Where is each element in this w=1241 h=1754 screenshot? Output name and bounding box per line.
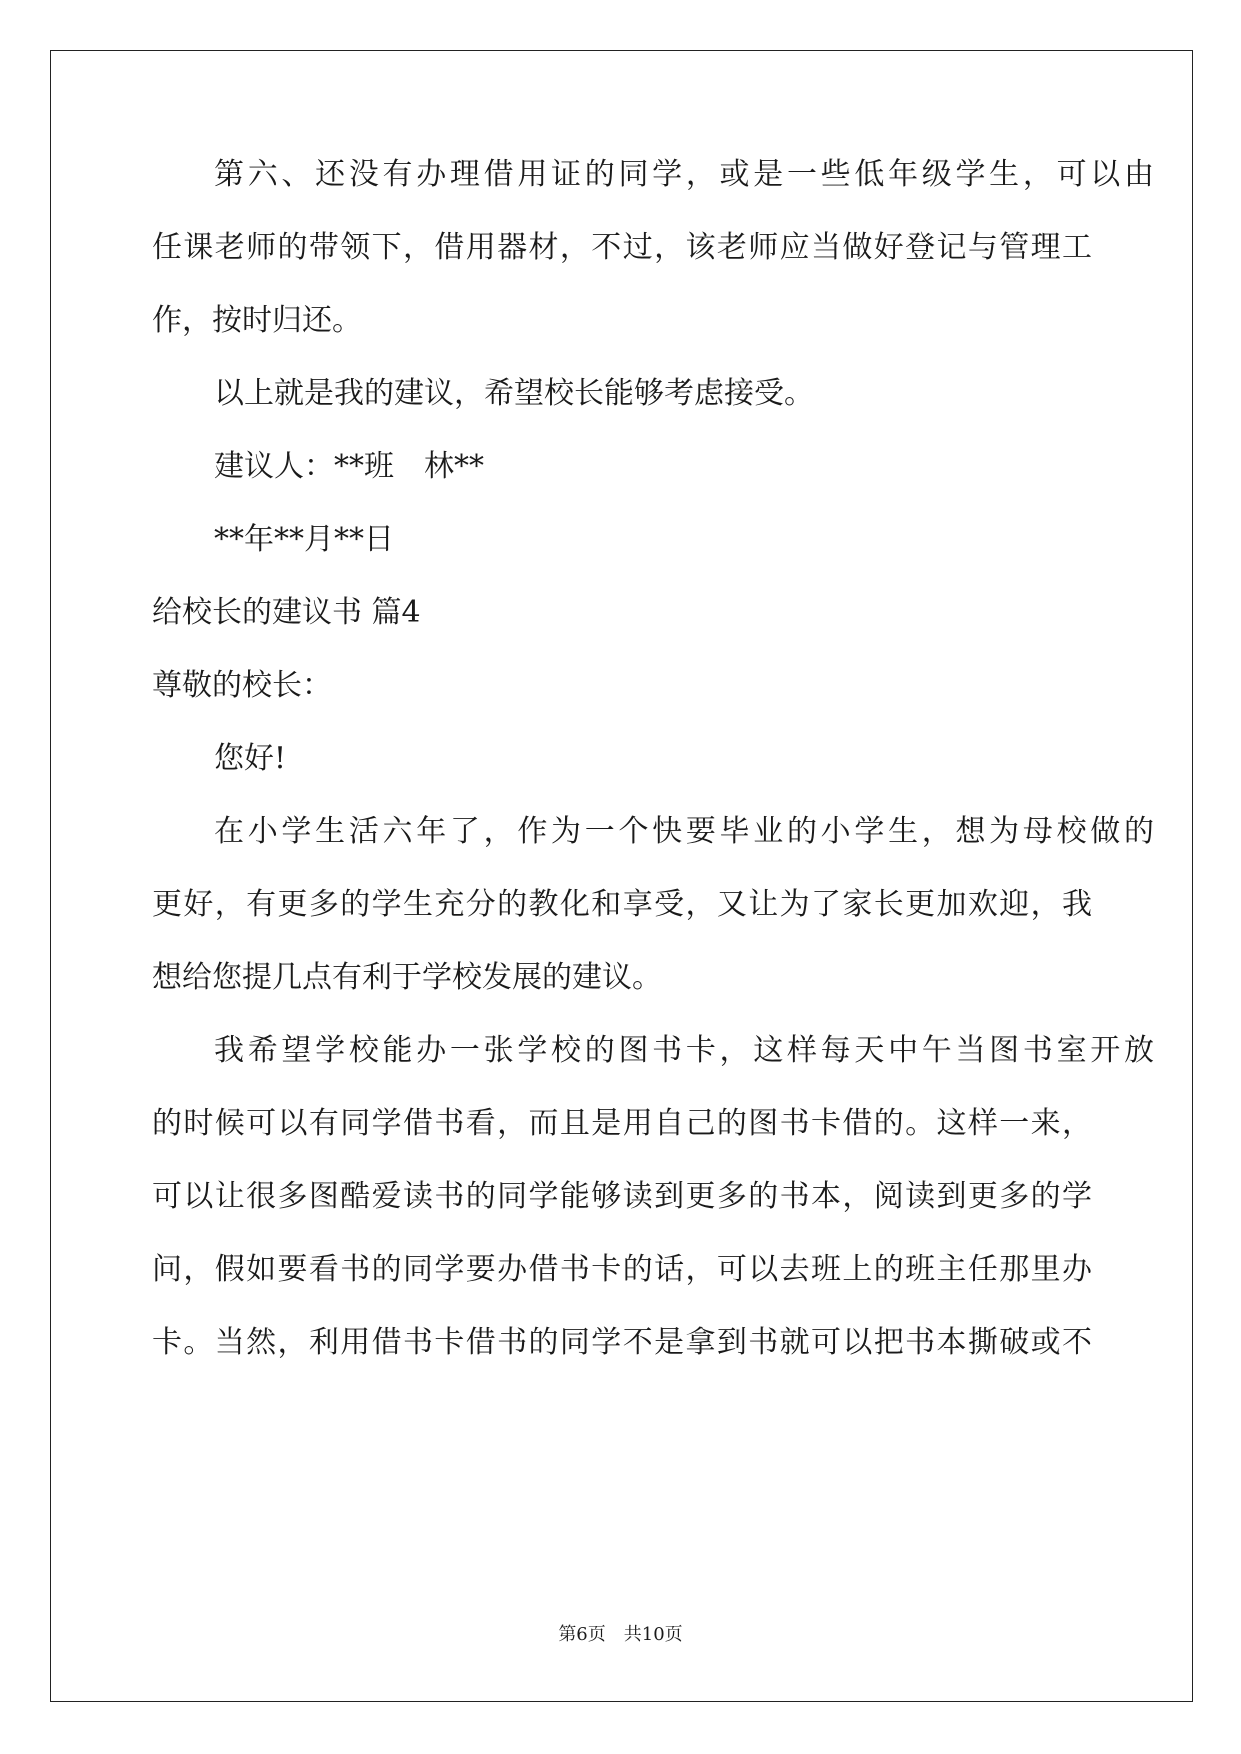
text-line: 可以让很多图酷爱读书的同学能够读到更多的书本，阅读到更多的学 bbox=[152, 1179, 1092, 1214]
date-line: **年**月**日 bbox=[214, 522, 394, 557]
signature-line: 建议人：**班 林** bbox=[214, 449, 484, 484]
text-line: 更好，有更多的学生充分的教化和享受，又让为了家长更加欢迎，我 bbox=[152, 887, 1092, 922]
text-line: 的时候可以有同学借书看，而且是用自己的图书卡借的。这样一来， bbox=[152, 1106, 1092, 1141]
text-line: 问，假如要看书的同学要办借书卡的话，可以去班上的班主任那里办 bbox=[152, 1252, 1092, 1287]
text-line: 想给您提几点有利于学校发展的建议。 bbox=[152, 960, 662, 995]
greeting: 您好! bbox=[214, 741, 287, 776]
section-heading: 给校长的建议书 篇4 bbox=[152, 595, 421, 630]
text-line: 卡。当然，利用借书卡借书的同学不是拿到书就可以把书本撕破或不 bbox=[152, 1325, 1092, 1360]
page-border bbox=[50, 50, 1193, 1702]
salutation: 尊敬的校长： bbox=[152, 668, 332, 703]
text-line: 第六、还没有办理借用证的同学，或是一些低年级学生，可以由 bbox=[214, 157, 1154, 192]
text-line: 任课老师的带领下，借用器材，不过，该老师应当做好登记与管理工 bbox=[152, 230, 1092, 265]
text-line: 以上就是我的建议，希望校长能够考虑接受。 bbox=[214, 376, 814, 411]
text-line: 我希望学校能办一张学校的图书卡，这样每天中午当图书室开放 bbox=[214, 1033, 1154, 1068]
text-line: 在小学生活六年了，作为一个快要毕业的小学生，想为母校做的 bbox=[214, 814, 1154, 849]
text-line: 作，按时归还。 bbox=[152, 303, 362, 338]
page-number-footer: 第6页 共10页 bbox=[558, 1624, 683, 1645]
